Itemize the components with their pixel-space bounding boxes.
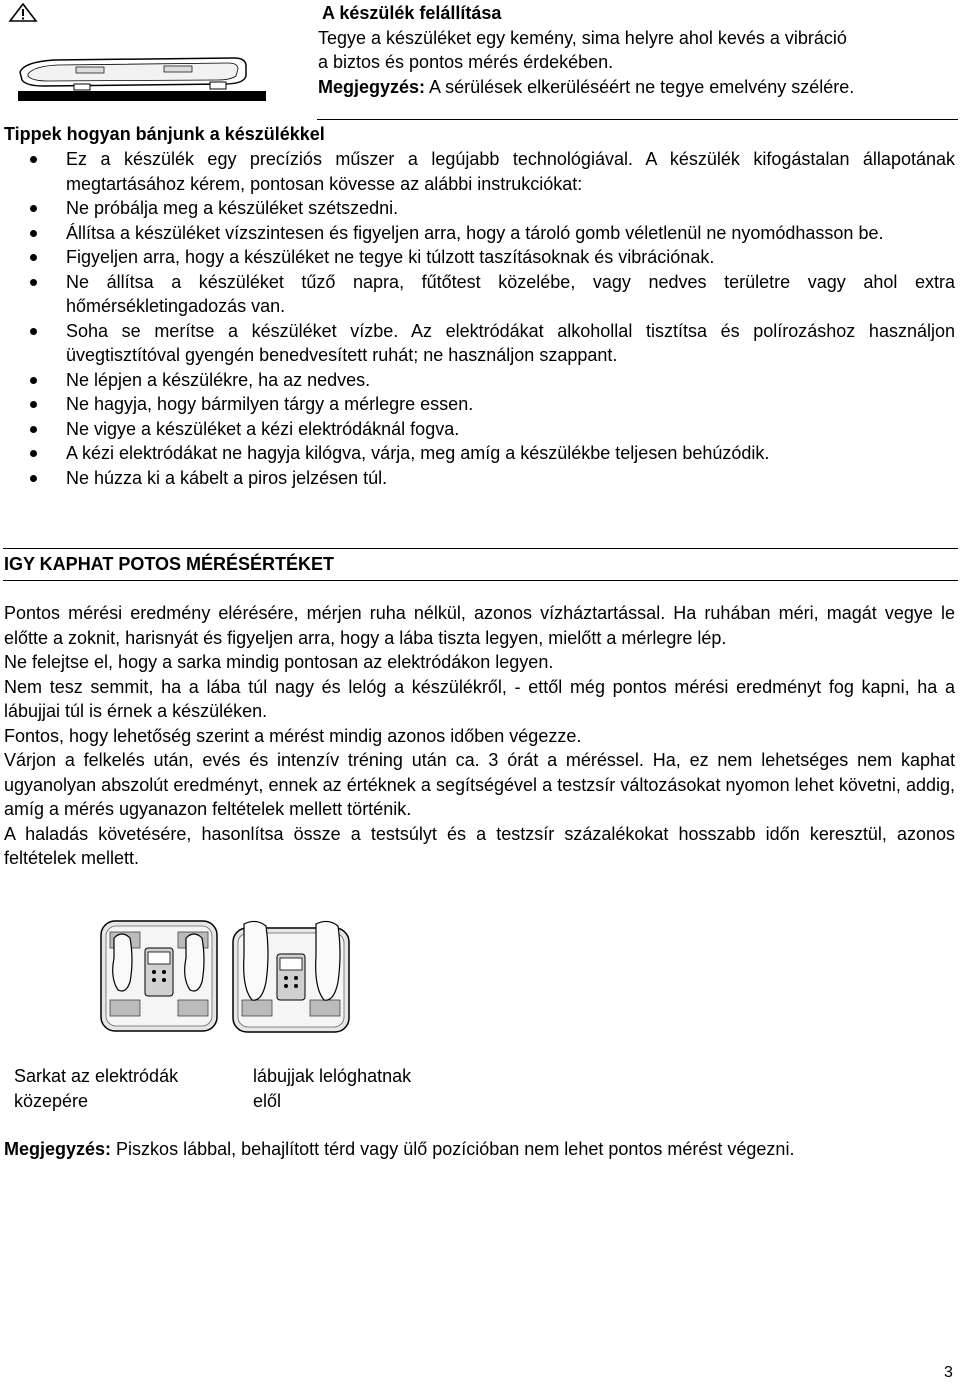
- list-item-text: Soha se merítse a készüléket vízbe. Az elektródákat alkohollal tisztítsa és polírozáshoz használjon üvegtisztítóval gyengén benedvesített ruhát; ne használjon szappant.: [66, 320, 955, 365]
- warning-icon: [8, 3, 38, 23]
- setup-note-label: Megjegyzés:: [318, 76, 426, 97]
- list-item-text: Állítsa a készüléket vízszintesen és figyeljen arra, hogy a tároló gomb véletlenül ne nyomódhasson be.: [66, 222, 884, 243]
- list-item: [30, 368, 955, 393]
- tips-title: Tippek hogyan bánjunk a készülékkel: [4, 124, 325, 144]
- bullet-icon: [30, 426, 37, 433]
- paragraph: Pontos mérési eredmény elérésére, mérjen ruha nélkül, azonos vízháztartással. Ha ruhában méri, magát vegye le előtte a zoknit, harisnyát és figyeljen arra, hogy a lába tiszta legyen, mielőtt a mérlegre lép.: [4, 603, 955, 648]
- list-item: [30, 270, 955, 319]
- list-item-text: Ne állítsa a készüléket tűző napra, fűtőtest közelébe, vagy nedves területre vagy ahol extra hőmérsékletingadozás van.: [66, 271, 955, 316]
- list-item-text: Ne vigye a készüléket a kézi elektródáknál fogva.: [66, 418, 460, 439]
- section-body: [4, 601, 955, 871]
- list-item-text: Ne lépjen a készülékre, ha az nedves.: [66, 369, 371, 390]
- caption-left: [14, 1064, 234, 1113]
- setup-section: [318, 1, 958, 99]
- paragraph: Nem tesz semmit, ha a lába túl nagy és lelóg a készülékről, - ettől még pontos mérési eredményt fog kapni, ha a lábujjai túl is érnek a készüléken.: [4, 676, 955, 721]
- setup-line-1: Tegye a készüléket egy kemény, sima helyre ahol kevés a vibráció: [318, 27, 847, 48]
- list-item: [30, 466, 955, 491]
- bullet-icon: [30, 230, 37, 237]
- list-item: [30, 221, 955, 246]
- bullet-icon: [30, 377, 37, 384]
- setup-title: A készülék felállítása: [322, 3, 502, 23]
- divider: [3, 580, 958, 581]
- list-item: [30, 417, 955, 442]
- bullet-icon: [30, 279, 37, 286]
- page-number: 3: [944, 1364, 953, 1381]
- caption-line: lábujjak lelóghatnak: [253, 1066, 412, 1086]
- paragraph: A haladás követésére, hasonlítsa össze a testsúlyt és a testzsír százalékokat hosszabb időn keresztül, azonos feltételek mellett.: [4, 823, 955, 868]
- bullet-icon: [30, 205, 37, 212]
- bullet-icon: [30, 156, 37, 163]
- paragraph: Fontos, hogy lehetőség szerint a mérést mindig azonos időben végezze.: [4, 725, 582, 746]
- caption-line: elől: [253, 1090, 282, 1111]
- caption-line: közepére: [14, 1090, 89, 1111]
- bullet-icon: [30, 254, 37, 261]
- list-item: [30, 196, 955, 221]
- caption-right: [253, 1064, 473, 1113]
- paragraph: Ne felejtse el, hogy a sarka mindig pontosan az elektródákon legyen.: [4, 652, 554, 672]
- section-title: IGY KAPHAT POTOS MÉRÉSÉRTÉKET: [4, 554, 335, 574]
- bullet-icon: [30, 450, 37, 457]
- scale-illustration: [14, 36, 266, 102]
- list-item: [30, 392, 955, 417]
- bullet-icon: [30, 475, 37, 482]
- list-item-text: Ez a készülék egy precíziós műszer a legújabb technológiával. A készülék kifogástalan állapotának megtartásához kérem, pontosan kövesse az alábbi instrukciókat:: [66, 149, 955, 194]
- caption-line: Sarkat az elektródák: [14, 1066, 179, 1086]
- note-text: Piszkos lábbal, behajlított térd vagy ülő pozícióban nem lehet pontos mérést végezni.: [111, 1139, 795, 1159]
- bottom-note: [4, 1137, 955, 1162]
- bullet-icon: [30, 401, 37, 408]
- divider: [317, 119, 958, 120]
- feet-on-scale-illustration: [100, 920, 218, 1036]
- list-item: [30, 319, 955, 368]
- setup-line-2: a biztos és pontos mérés érdekében.: [318, 52, 614, 72]
- list-item: [30, 441, 955, 466]
- list-item: [30, 147, 955, 196]
- feet-on-scale-illustration: [232, 920, 350, 1036]
- bullet-icon: [30, 328, 37, 335]
- note-label: Megjegyzés:: [4, 1139, 112, 1159]
- setup-note: [318, 75, 958, 100]
- list-item-text: Ne hagyja, hogy bármilyen tárgy a mérlegre essen.: [66, 394, 474, 414]
- list-item-text: Figyeljen arra, hogy a készüléket ne tegye ki túlzott taszításoknak és vibrációnak.: [66, 247, 715, 267]
- list-item-text: A kézi elektródákat ne hagyja kilógva, várja, meg amíg a készülékbe teljesen behúzódik.: [66, 443, 770, 463]
- list-item-text: Ne húzza ki a kábelt a piros jelzésen túl.: [66, 467, 388, 488]
- list-item-text: Ne próbálja meg a készüléket szétszedni.: [66, 198, 399, 218]
- list-item: [30, 245, 955, 270]
- divider: [3, 548, 958, 549]
- tips-list: [30, 147, 955, 490]
- paragraph: Várjon a felkelés után, evés és intenzív tréning után ca. 3 órát a méréssel. Ha, ez nem lehetséges nem kaphat ugyanolyan abszolút eredményt, ennek az értéknek a segítségével a testzsír változásokat nyomon lehet követni, addig, amíg a mérés ugyanazon feltételek mellett történik.: [4, 750, 955, 819]
- setup-note-text: A sérülések elkerüléséért ne tegye emelvény szélére.: [425, 76, 855, 97]
